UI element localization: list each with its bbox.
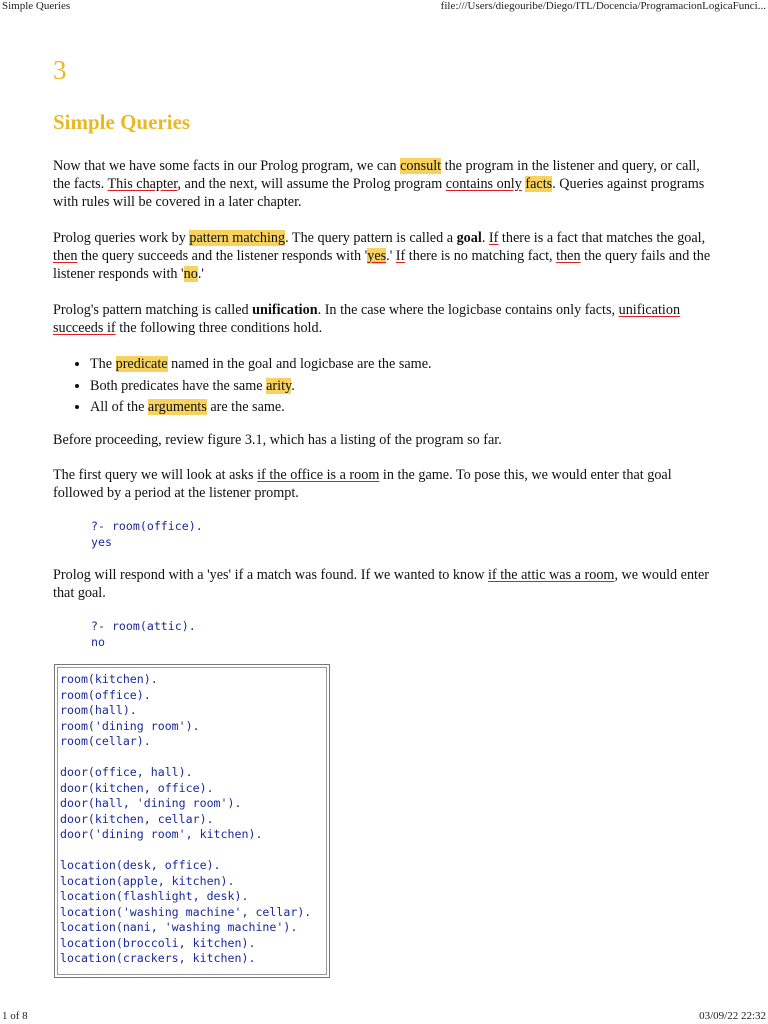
underline-if-office-is-room: if the office is a room <box>257 467 380 483</box>
code-line: room(hall). <box>60 703 137 717</box>
code-line: room(cellar). <box>60 734 151 748</box>
header-page-title: Simple Queries <box>2 0 71 12</box>
highlight-predicate: predicate <box>115 356 168 372</box>
underline-then-2: then <box>556 248 581 264</box>
highlight-facts: facts <box>525 176 553 192</box>
term-unification: unification <box>252 302 318 318</box>
code-query-office: ?- room(office). yes <box>91 519 203 549</box>
footer-datetime: 03/09/22 22:32 <box>699 1010 766 1022</box>
underline-unification-succeeds-if: unification succeeds if <box>53 302 681 336</box>
code-line: room(office). <box>60 687 151 702</box>
highlight-consult: consult <box>400 158 442 174</box>
highlight-yes: yes <box>367 248 387 264</box>
paragraph-unification: Prolog's pattern matching is called unification. In the case where the logicbase contains only facts, unification succeeds if the following three conditions hold. <box>53 302 681 336</box>
figure-program-listing <box>54 664 330 978</box>
figure-code <box>60 672 311 967</box>
underline-contains-only: contains only <box>445 176 522 192</box>
underline-then: then <box>53 248 78 264</box>
list-item: • All of the arguments are the same. <box>90 397 432 419</box>
code-line: room('dining room'). <box>60 718 200 733</box>
paragraph-intro: Now that we have some facts in our Prolog program, we can consult the program in the listener and query, or call, the facts. This chapter, and the next, will assume the Prolog program contains only facts. Queries against programs with rules will be covered in a later chapter. <box>53 158 705 210</box>
paragraph-attic-query: Prolog will respond with a 'yes' if a match was found. If we wanted to know if the attic was a room, we would enter that goal. <box>53 567 710 601</box>
code-line: location(apple, kitchen). <box>60 873 235 888</box>
header-file-url: file:///Users/diegouribe/Diego/ITL/Docencia/ProgramacionLogicaFunci... <box>440 0 766 12</box>
code-line: room(kitchen). <box>60 672 158 686</box>
chapter-number: 3 <box>53 55 67 85</box>
code-line: door(office, hall). <box>60 765 193 779</box>
highlight-arity: arity <box>266 377 292 394</box>
print-footer <box>0 1008 768 1024</box>
paragraph-first-query: The first query we will look at asks if the office is a room in the game. To pose this, we would enter that goal followed by a period at the listener prompt. <box>53 467 672 501</box>
code-line: location(nani, 'washing machine'). <box>60 920 298 934</box>
underline-if: If <box>488 230 499 246</box>
chapter-title: Simple Queries <box>53 110 191 134</box>
conditions-list <box>73 354 432 419</box>
code-line: door(hall, 'dining room'). <box>60 796 242 810</box>
print-header <box>0 0 768 14</box>
code-line: door(kitchen, cellar). <box>60 811 214 826</box>
underline-if-attic-was-room: if the attic was a room <box>487 567 615 583</box>
figure-inner-frame <box>57 667 327 975</box>
term-goal: goal <box>456 230 482 246</box>
code-query-attic: ?- room(attic). no <box>91 619 196 649</box>
code-line: location(desk, office). <box>60 858 221 872</box>
paragraph-pattern-matching: Prolog queries work by pattern matching. The query pattern is called a goal. If there is a fact that matches the goal, then the query succeeds and the listener responds with 'yes.' If there is no matching fact, then the query fails and the listener responds with 'no.' <box>53 230 711 282</box>
code-line: location(broccoli, kitchen). <box>60 935 256 950</box>
code-line: location('washing machine', cellar). <box>60 904 312 919</box>
footer-page-number: 1 of 8 <box>2 1010 28 1022</box>
highlight-arguments: arguments <box>147 399 207 415</box>
code-line: door(kitchen, office). <box>60 780 214 795</box>
highlight-pattern-matching: pattern matching <box>189 230 286 246</box>
underline-this-chapter: This chapter <box>107 176 178 192</box>
code-line: door('dining room', kitchen). <box>60 827 263 841</box>
code-line: location(crackers, kitchen). <box>60 951 256 965</box>
code-line: location(flashlight, desk). <box>60 889 249 903</box>
list-item: • Both predicates have the same arity. <box>90 376 432 398</box>
list-item: • The predicate named in the goal and logicbase are the same. <box>90 354 432 376</box>
highlight-no: no <box>183 266 198 282</box>
underline-if-2: If <box>395 248 406 264</box>
paragraph-review-figure: Before proceeding, review figure 3.1, which has a listing of the program so far. <box>53 432 502 448</box>
